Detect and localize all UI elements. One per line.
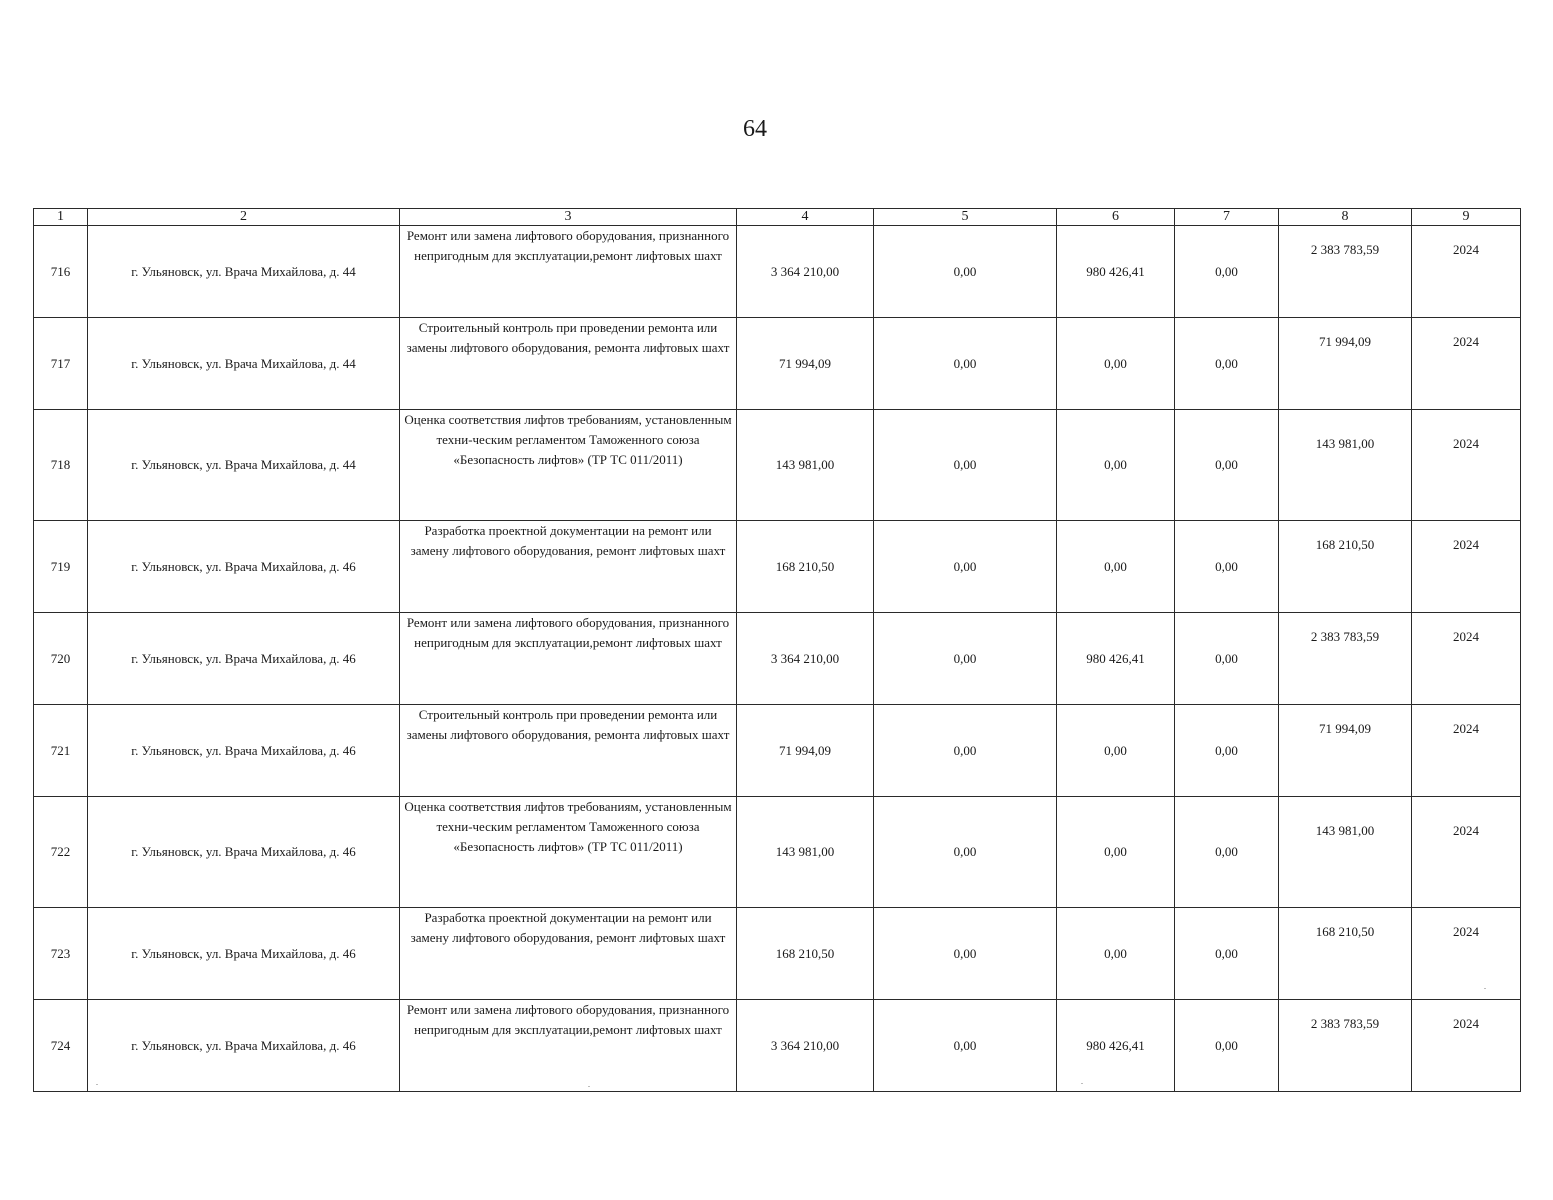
total-cost-cell: 71 994,09 [737, 318, 874, 410]
total-cost-cell: 168 210,50 [737, 521, 874, 613]
row-number: 720 [34, 613, 88, 705]
works-table [33, 208, 1521, 1092]
total-cost-cell: 3 364 210,00 [737, 226, 874, 318]
col7-cell: 0,00 [1175, 410, 1279, 521]
table-row [34, 226, 1521, 318]
year-cell: 2024 [1412, 226, 1521, 318]
column-header: 2 [88, 209, 400, 226]
col5-cell: 0,00 [874, 908, 1057, 1000]
col5-cell: 0,00 [874, 410, 1057, 521]
column-header: 7 [1175, 209, 1279, 226]
work-type-cell: Ремонт или замена лифтового оборудования, признанного непригодным для эксплуатации,ремонт лифтовых шахт [400, 226, 737, 318]
table-row [34, 705, 1521, 797]
col7-cell: 0,00 [1175, 521, 1279, 613]
year-cell: 2024 [1412, 521, 1521, 613]
total-cost-cell: 143 981,00 [737, 410, 874, 521]
col5-cell: 0,00 [874, 797, 1057, 908]
col7-cell: 0,00 [1175, 226, 1279, 318]
col7-cell: 0,00 [1175, 908, 1279, 1000]
col5-cell: 0,00 [874, 705, 1057, 797]
column-header: 1 [34, 209, 88, 226]
scan-speck [1081, 1083, 1083, 1084]
col7-cell: 0,00 [1175, 318, 1279, 410]
col6-cell: 0,00 [1057, 410, 1175, 521]
year-cell: 2024 [1412, 1000, 1521, 1092]
row-number: 716 [34, 226, 88, 318]
work-type-cell: Строительный контроль при проведении ремонта или замены лифтового оборудования, ремонта лифтовых шахт [400, 705, 737, 797]
col8-cell: 2 383 783,59 [1279, 613, 1412, 705]
scan-speck [1484, 988, 1486, 989]
total-cost-cell: 3 364 210,00 [737, 613, 874, 705]
table-header-row [34, 209, 1521, 226]
column-header: 4 [737, 209, 874, 226]
row-number: 719 [34, 521, 88, 613]
total-cost-cell: 71 994,09 [737, 705, 874, 797]
scan-speck [588, 1086, 590, 1087]
col6-cell: 980 426,41 [1057, 1000, 1175, 1092]
col8-cell: 168 210,50 [1279, 908, 1412, 1000]
address-cell: г. Ульяновск, ул. Врача Михайлова, д. 46 [88, 908, 400, 1000]
col6-cell: 980 426,41 [1057, 226, 1175, 318]
work-type-cell: Разработка проектной документации на ремонт или замену лифтового оборудования, ремонт лифтовых шахт [400, 908, 737, 1000]
col6-cell: 0,00 [1057, 797, 1175, 908]
row-number: 718 [34, 410, 88, 521]
page-number: 64 [743, 116, 767, 142]
year-cell: 2024 [1412, 318, 1521, 410]
col7-cell: 0,00 [1175, 705, 1279, 797]
col6-cell: 0,00 [1057, 318, 1175, 410]
address-cell: г. Ульяновск, ул. Врача Михайлова, д. 44 [88, 318, 400, 410]
col5-cell: 0,00 [874, 318, 1057, 410]
col8-cell: 71 994,09 [1279, 705, 1412, 797]
total-cost-cell: 3 364 210,00 [737, 1000, 874, 1092]
col6-cell: 0,00 [1057, 908, 1175, 1000]
table-row [34, 1000, 1521, 1092]
col7-cell: 0,00 [1175, 1000, 1279, 1092]
year-cell: 2024 [1412, 613, 1521, 705]
col6-cell: 0,00 [1057, 521, 1175, 613]
col5-cell: 0,00 [874, 613, 1057, 705]
table-row [34, 410, 1521, 521]
address-cell: г. Ульяновск, ул. Врача Михайлова, д. 46 [88, 613, 400, 705]
column-header: 8 [1279, 209, 1412, 226]
table-row [34, 797, 1521, 908]
address-cell: г. Ульяновск, ул. Врача Михайлова, д. 44 [88, 410, 400, 521]
column-header: 5 [874, 209, 1057, 226]
total-cost-cell: 168 210,50 [737, 908, 874, 1000]
row-number: 717 [34, 318, 88, 410]
row-number: 723 [34, 908, 88, 1000]
row-number: 722 [34, 797, 88, 908]
col5-cell: 0,00 [874, 521, 1057, 613]
year-cell: 2024 [1412, 908, 1521, 1000]
col8-cell: 143 981,00 [1279, 410, 1412, 521]
work-type-cell: Строительный контроль при проведении ремонта или замены лифтового оборудования, ремонта лифтовых шахт [400, 318, 737, 410]
work-type-cell: Ремонт или замена лифтового оборудования, признанного непригодным для эксплуатации,ремонт лифтовых шахт [400, 613, 737, 705]
col8-cell: 71 994,09 [1279, 318, 1412, 410]
column-header: 3 [400, 209, 737, 226]
col8-cell: 2 383 783,59 [1279, 226, 1412, 318]
total-cost-cell: 143 981,00 [737, 797, 874, 908]
col6-cell: 980 426,41 [1057, 613, 1175, 705]
work-type-cell: Ремонт или замена лифтового оборудования, признанного непригодным для эксплуатации,ремонт лифтовых шахт [400, 1000, 737, 1092]
col8-cell: 168 210,50 [1279, 521, 1412, 613]
address-cell: г. Ульяновск, ул. Врача Михайлова, д. 46 [88, 1000, 400, 1092]
address-cell: г. Ульяновск, ул. Врача Михайлова, д. 46 [88, 521, 400, 613]
table-row [34, 521, 1521, 613]
work-type-cell: Оценка соответствия лифтов требованиям, установленным техни-ческим регламентом Таможенного союза «Безопасность лифтов» (ТР ТС 011/2011) [400, 410, 737, 521]
work-type-cell: Оценка соответствия лифтов требованиям, установленным техни-ческим регламентом Таможенного союза «Безопасность лифтов» (ТР ТС 011/2011) [400, 797, 737, 908]
col8-cell: 143 981,00 [1279, 797, 1412, 908]
address-cell: г. Ульяновск, ул. Врача Михайлова, д. 44 [88, 226, 400, 318]
column-header: 9 [1412, 209, 1521, 226]
address-cell: г. Ульяновск, ул. Врача Михайлова, д. 46 [88, 797, 400, 908]
table-row [34, 613, 1521, 705]
col5-cell: 0,00 [874, 226, 1057, 318]
col8-cell: 2 383 783,59 [1279, 1000, 1412, 1092]
table-row [34, 908, 1521, 1000]
column-header: 6 [1057, 209, 1175, 226]
year-cell: 2024 [1412, 797, 1521, 908]
row-number: 721 [34, 705, 88, 797]
row-number: 724 [34, 1000, 88, 1092]
col7-cell: 0,00 [1175, 797, 1279, 908]
work-type-cell: Разработка проектной документации на ремонт или замену лифтового оборудования, ремонт лифтовых шахт [400, 521, 737, 613]
col5-cell: 0,00 [874, 1000, 1057, 1092]
table-row [34, 318, 1521, 410]
year-cell: 2024 [1412, 410, 1521, 521]
address-cell: г. Ульяновск, ул. Врача Михайлова, д. 46 [88, 705, 400, 797]
scan-speck [96, 1084, 98, 1085]
col7-cell: 0,00 [1175, 613, 1279, 705]
col6-cell: 0,00 [1057, 705, 1175, 797]
year-cell: 2024 [1412, 705, 1521, 797]
